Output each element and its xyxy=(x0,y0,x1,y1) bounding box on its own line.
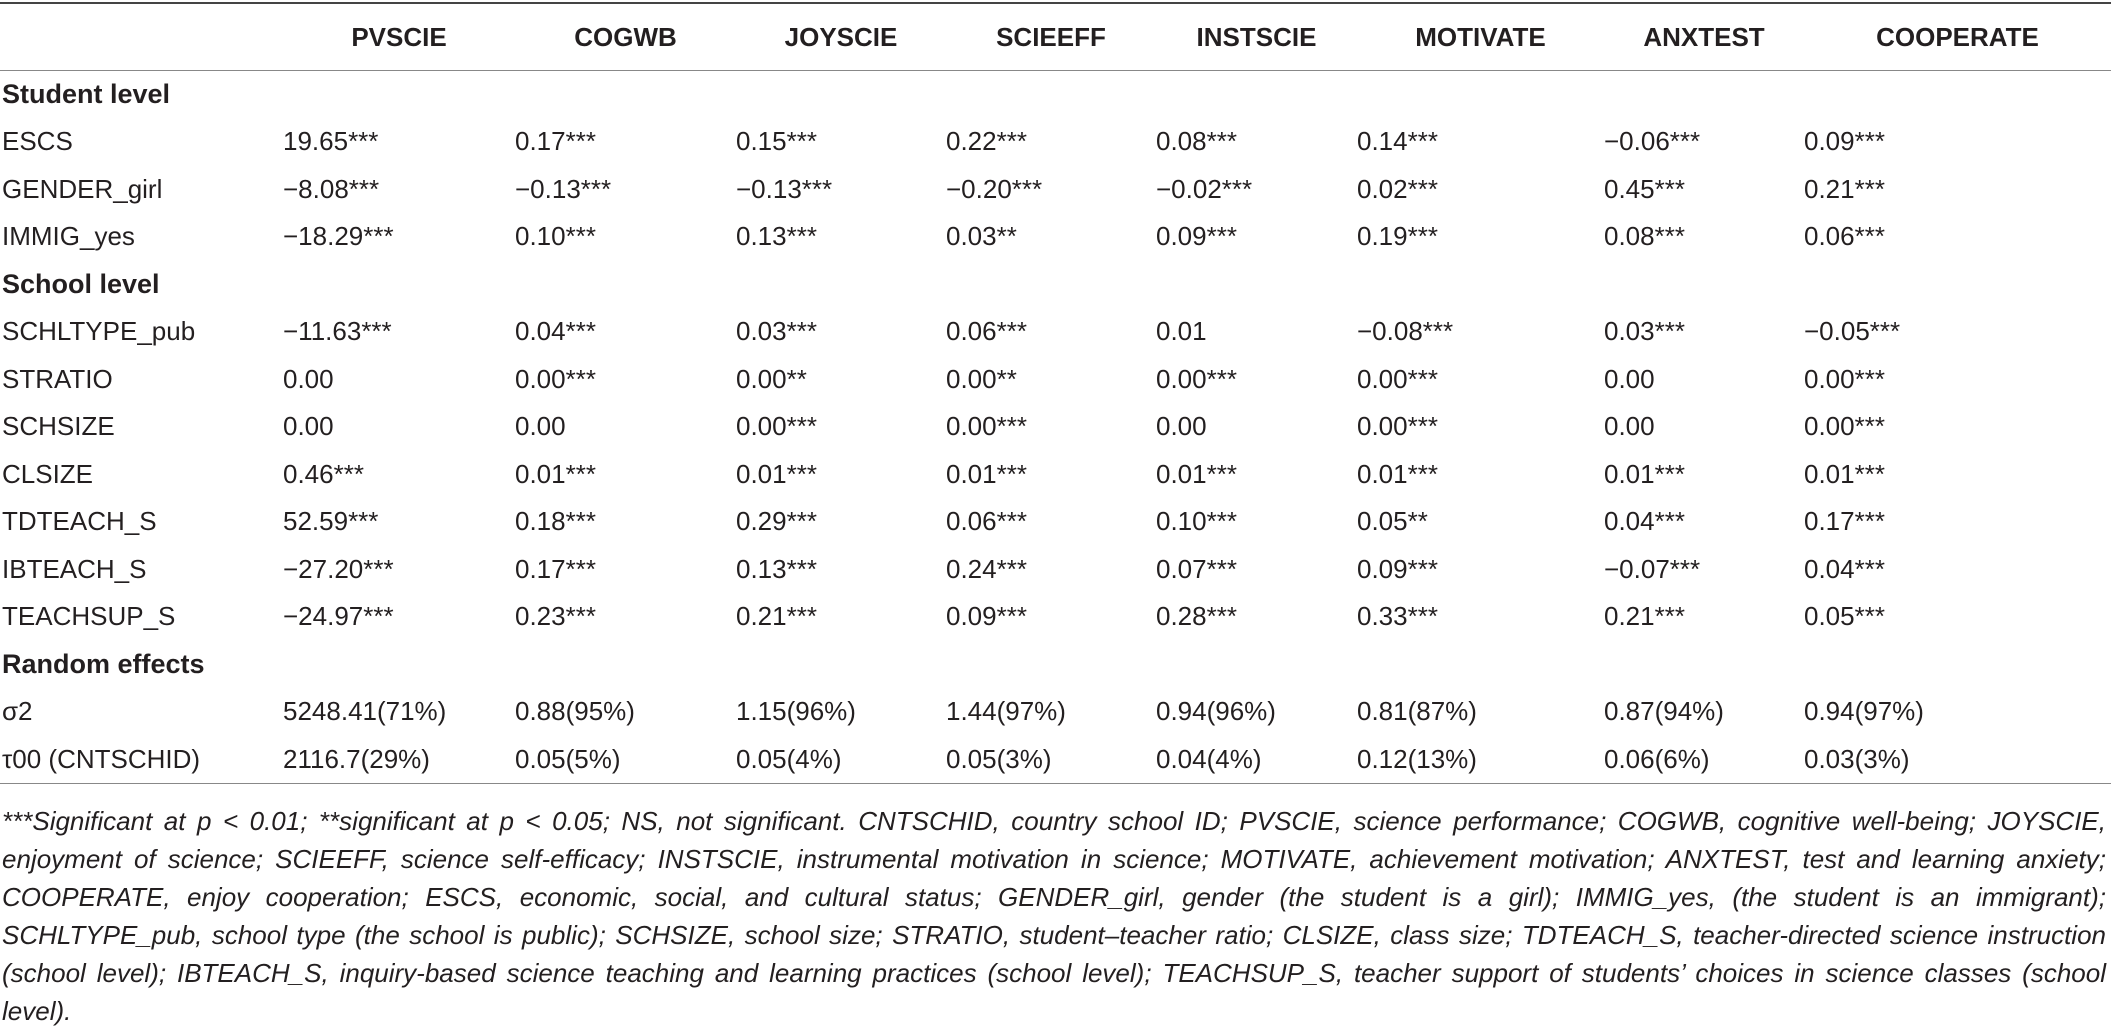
table-footnote: ***Significant at p < 0.01; **significant at p < 0.05; NS, not significant. CNTSCHID, country school ID; PVSCIE, science performance; COGWB, cognitive well-being; JOYSCIE, enjoyment of science; SCIEEFF, science self-efficacy; INSTSCIE, instrumental motivation in science; MOTIVATE, achievement motivation; ANXTEST, test and learning anxiety; COOPERATE, enjoy cooperation; ESCS, economic, social, and cultural status; GENDER_girl, gender (the student is a girl); IMMIG_yes, (the student is an immigrant); SCHLTYPE_pub, school type (the school is public); SCHSIZE, school size; STRATIO, student–teacher ratio; CLSIZE, class size; TDTEACH_S, teacher-directed science instruction (school level); IBTEACH_S, inquiry-based science teaching and learning practices (school level); TEACHSUP_S, teacher support of students’ choices in science classes (school level). xyxy=(2,806,2106,1026)
table-cell: 0.17*** xyxy=(1804,506,1885,537)
table-cell: −0.13*** xyxy=(515,173,612,204)
table-cell: −0.13*** xyxy=(736,173,833,204)
table-cell: 0.04*** xyxy=(515,316,596,347)
table-cell: 0.00*** xyxy=(515,363,596,394)
table-cell: 0.01*** xyxy=(736,458,817,489)
table-cell: 0.12(13%) xyxy=(1357,736,1604,784)
table-cell: 0.00*** xyxy=(1357,411,1438,442)
table-cell: 0.01*** xyxy=(1804,458,1885,489)
table-cell: 0.03*** xyxy=(1604,316,1685,347)
row-label: σ2 xyxy=(2,696,33,727)
table-cell: 0.00 xyxy=(1604,411,1655,442)
row-label: TDTEACH_S xyxy=(2,506,157,537)
table-cell: 0.24*** xyxy=(946,553,1027,584)
table-cell: 0.00** xyxy=(946,363,1017,394)
header-cell: COGWB xyxy=(515,5,736,71)
table-cell: −11.63*** xyxy=(283,316,392,347)
table-cell: 0.21*** xyxy=(736,601,817,632)
table-cell: 0.00 xyxy=(283,411,334,442)
table-cell: −0.06*** xyxy=(1604,126,1701,157)
row-label: IBTEACH_S xyxy=(2,553,147,584)
row-label: τ00 (CNTSCHID) xyxy=(0,736,283,784)
table-cell: 0.88(95%) xyxy=(515,696,635,727)
table-cell: 0.09*** xyxy=(1357,553,1438,584)
table-cell: 5248.41(71%) xyxy=(283,696,447,727)
table-cell: 1.44(97%) xyxy=(946,696,1066,727)
table-cell: 0.06*** xyxy=(946,506,1027,537)
header-cell: INSTSCIE xyxy=(1156,5,1357,71)
table-cell: 0.06(6%) xyxy=(1604,736,1804,784)
row-label: SCHLTYPE_pub xyxy=(2,316,196,347)
table-row xyxy=(0,403,2111,451)
table-cell: 0.13*** xyxy=(736,221,817,252)
table-cell: 0.81(87%) xyxy=(1357,696,1477,727)
section-title: Random effects xyxy=(2,648,205,679)
table-cell: 0.05*** xyxy=(1804,601,1885,632)
table-cell: 0.00*** xyxy=(946,411,1027,442)
table-cell: 0.17*** xyxy=(515,553,596,584)
table-cell: 0.00 xyxy=(515,411,566,442)
table-cell: 0.05** xyxy=(1357,506,1428,537)
table-row xyxy=(0,213,2111,261)
table-cell: 0.07*** xyxy=(1156,553,1237,584)
table-cell: 0.06*** xyxy=(946,316,1027,347)
table-top-rule xyxy=(0,2,2111,4)
table-cell: 0.21*** xyxy=(1804,173,1885,204)
table-cell: 0.21*** xyxy=(1604,601,1685,632)
table-cell: −0.02*** xyxy=(1156,173,1253,204)
table-cell: 0.10*** xyxy=(515,221,596,252)
table-row xyxy=(0,546,2111,594)
header-cell: MOTIVATE xyxy=(1357,5,1604,71)
header-cell-blank xyxy=(0,5,283,71)
table-cell: −0.07*** xyxy=(1604,553,1701,584)
table-cell: 0.29*** xyxy=(736,506,817,537)
section-title: Student level xyxy=(2,79,171,109)
table-cell: 0.02*** xyxy=(1357,173,1438,204)
table-cell: 0.00 xyxy=(1604,363,1655,394)
header-cell: SCIEEFF xyxy=(946,5,1156,71)
table-cell: 0.00*** xyxy=(1804,363,1885,394)
table-cell: 0.45*** xyxy=(1604,173,1685,204)
table-cell: 0.03*** xyxy=(736,316,817,347)
table-cell: 52.59*** xyxy=(283,506,379,537)
table-row xyxy=(0,356,2111,404)
table-cell: 0.01 xyxy=(1156,316,1207,347)
table-cell: 0.00*** xyxy=(1804,411,1885,442)
table-cell: 0.00 xyxy=(283,363,334,394)
table-cell: 0.04*** xyxy=(1604,506,1685,537)
table-cell: 0.09*** xyxy=(946,601,1027,632)
table-cell: 0.22*** xyxy=(946,126,1027,157)
header-cell: JOYSCIE xyxy=(736,5,946,71)
table-cell: 0.05(5%) xyxy=(515,736,736,784)
table-cell: 0.94(97%) xyxy=(1804,696,1924,727)
table-cell: 0.03(3%) xyxy=(1804,736,2111,784)
table-cell: 0.18*** xyxy=(515,506,596,537)
table-cell: −27.20*** xyxy=(283,553,394,584)
header-cell: ANXTEST xyxy=(1604,5,1804,71)
table-row xyxy=(0,498,2111,546)
table-cell: 0.17*** xyxy=(515,126,596,157)
table-cell: 0.15*** xyxy=(736,126,817,157)
table-cell: 0.09*** xyxy=(1156,221,1237,252)
table-cell: 0.04(4%) xyxy=(1156,736,1357,784)
table-body xyxy=(0,71,2111,784)
table-cell: 0.05(3%) xyxy=(946,736,1156,784)
table-cell: 19.65*** xyxy=(283,126,379,157)
row-label: TEACHSUP_S xyxy=(2,601,176,632)
section-header-row xyxy=(0,641,2111,689)
table-cell: 0.14*** xyxy=(1357,126,1438,157)
table-cell: 0.13*** xyxy=(736,553,817,584)
row-label: IMMIG_yes xyxy=(2,221,135,252)
table-cell: 0.00*** xyxy=(1357,363,1438,394)
table-cell: 0.05(4%) xyxy=(736,736,946,784)
results-table xyxy=(0,5,2111,784)
table-cell: −18.29*** xyxy=(283,221,394,252)
table-cell: 0.00*** xyxy=(1156,363,1237,394)
table-row xyxy=(0,688,2111,736)
table-cell: −8.08*** xyxy=(283,173,380,204)
header-row xyxy=(0,5,2111,71)
row-label: ESCS xyxy=(2,126,73,157)
table-cell: 0.00*** xyxy=(736,411,817,442)
table-cell: 0.00 xyxy=(1156,411,1207,442)
section-header-row xyxy=(0,261,2111,309)
row-label: GENDER_girl xyxy=(2,173,163,204)
table-row xyxy=(0,166,2111,214)
table-cell: 0.09*** xyxy=(1804,126,1885,157)
table-cell: 0.46*** xyxy=(283,458,364,489)
table-cell: 0.01*** xyxy=(515,458,596,489)
table-row xyxy=(0,451,2111,499)
section-header-row xyxy=(0,71,2111,119)
table-cell: 0.01*** xyxy=(946,458,1027,489)
table-cell: 0.08*** xyxy=(1156,126,1237,157)
table-row xyxy=(0,308,2111,356)
table-cell: 0.03** xyxy=(946,221,1017,252)
table-cell: 0.01*** xyxy=(1156,458,1237,489)
table-cell: 0.06*** xyxy=(1804,221,1885,252)
table-cell: 1.15(96%) xyxy=(736,696,856,727)
header-cell: PVSCIE xyxy=(283,5,515,71)
row-label: SCHSIZE xyxy=(2,411,115,442)
table-cell: 0.87(94%) xyxy=(1604,696,1724,727)
table-cell: −0.20*** xyxy=(946,173,1043,204)
table-cell: 0.00** xyxy=(736,363,807,394)
header-cell: COOPERATE xyxy=(1804,5,2111,71)
table-row xyxy=(0,593,2111,641)
table-cell: 0.01*** xyxy=(1357,458,1438,489)
row-label: STRATIO xyxy=(2,363,113,394)
table-cell: 0.23*** xyxy=(515,601,596,632)
table-row xyxy=(0,736,2111,784)
table-cell: 0.04*** xyxy=(1804,553,1885,584)
table-cell: 0.08*** xyxy=(1604,221,1685,252)
table-cell: 0.19*** xyxy=(1357,221,1438,252)
table-cell: 0.33*** xyxy=(1357,601,1438,632)
row-label: CLSIZE xyxy=(2,458,94,489)
table-cell: 0.10*** xyxy=(1156,506,1237,537)
table-cell: −0.08*** xyxy=(1357,316,1454,347)
table-cell: −0.05*** xyxy=(1804,316,1901,347)
table-cell: 2116.7(29%) xyxy=(283,736,515,784)
section-title: School level xyxy=(2,268,160,299)
table-cell: 0.01*** xyxy=(1604,458,1685,489)
table-cell: −24.97*** xyxy=(283,601,394,632)
table-row xyxy=(0,118,2111,166)
table-cell: 0.28*** xyxy=(1156,601,1237,632)
table-cell: 0.94(96%) xyxy=(1156,696,1276,727)
